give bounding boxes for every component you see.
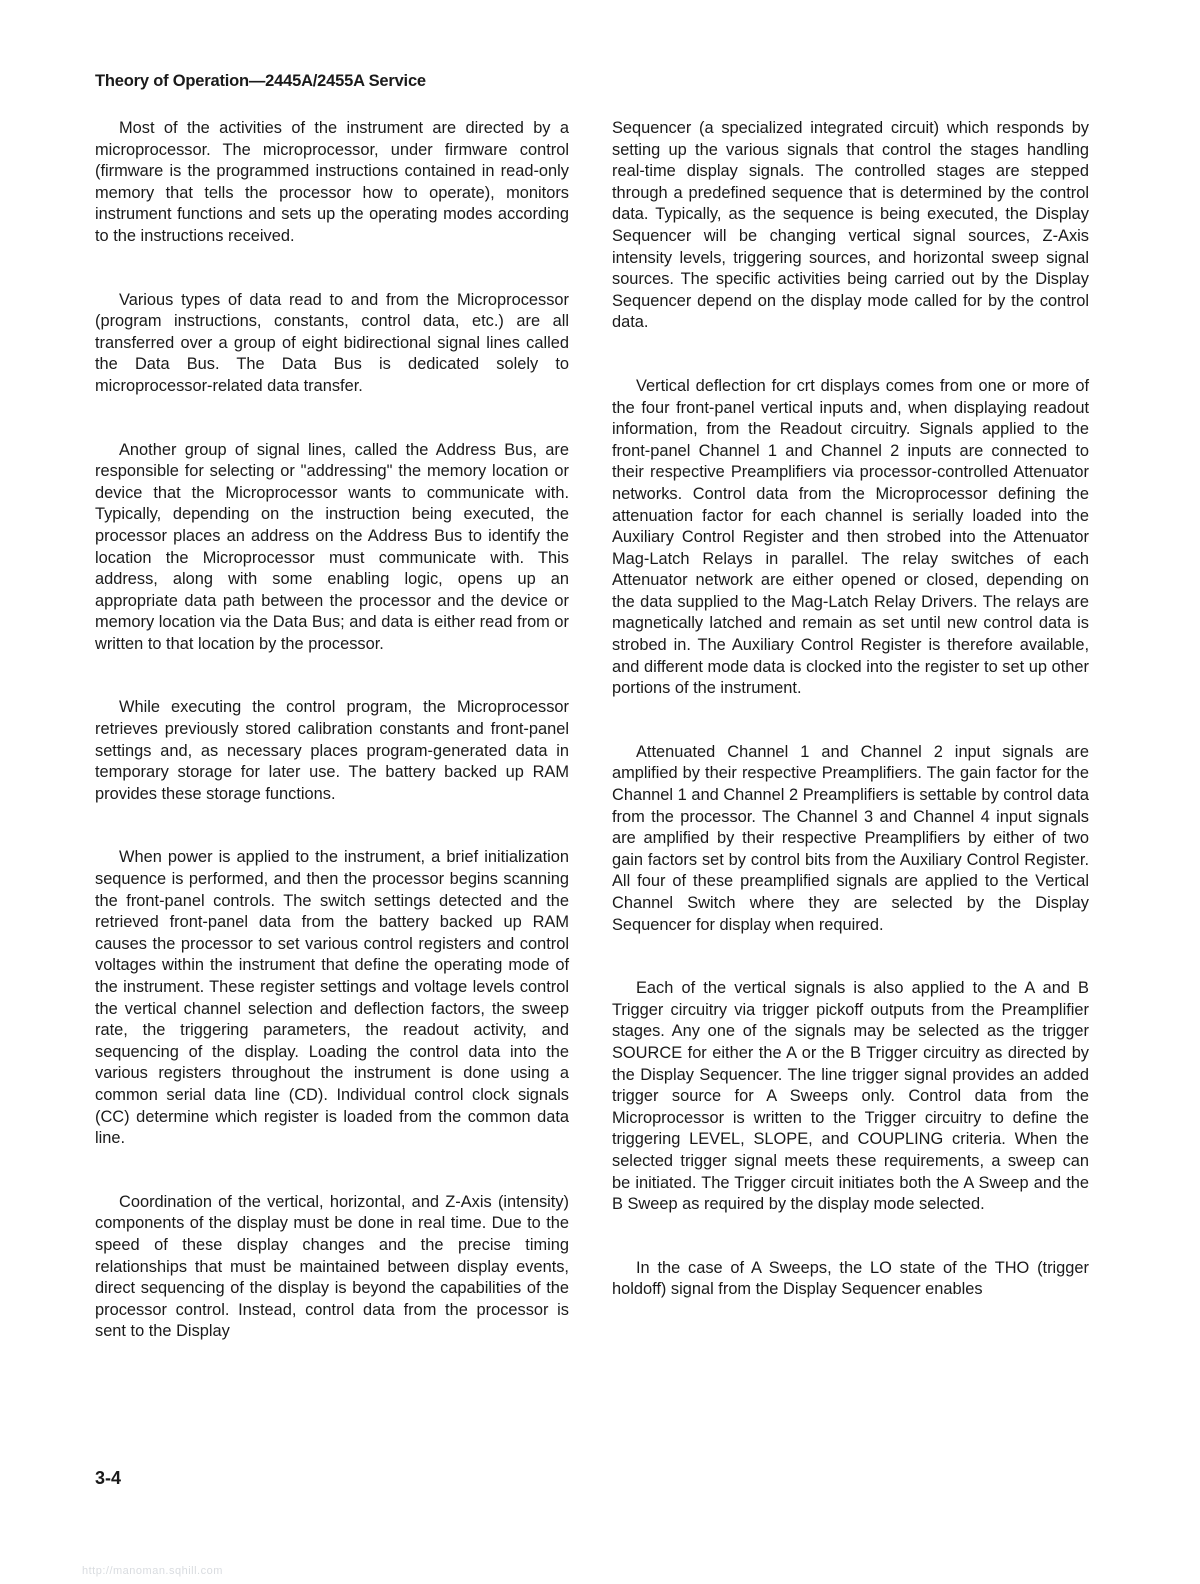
page-header: Theory of Operation—2445A/2455A Service — [95, 72, 426, 90]
watermark-url: http://manoman.sqhill.com — [82, 1565, 223, 1577]
page-number: 3-4 — [95, 1468, 122, 1488]
paragraph-address-bus: Another group of signal lines, called the Address Bus, are responsible for selecting or "addressing" the memory location or device that the Microprocessor wants to communicate with. Typically, depending on the instruction being executed, the processor places an address on the Address Bus to identify the location the Microprocessor must communicate with. This address, along with some enabling logic, opens up an appropriate data path between the processor and the device or memory location via the Data Bus; and data is either read from or written to that location by the processor. — [95, 440, 569, 653]
paragraph-attenuated-channels: Attenuated Channel 1 and Channel 2 input signals are amplified by their respective Preamplifiers. The gain factor for the Channel 1 and Channel 2 Preamplifiers is settable by control data from the processor. The Channel 3 and Channel 4 input signals are amplified by their respective Preamplifiers by either of two gain factors set by control bits from the Auxiliary Control Register. All four of these preamplified signals are applied to the Vertical Channel Switch where they are selected by the Display Sequencer for display when required. — [612, 742, 1089, 934]
paragraph-control-program: While executing the control program, the Microprocessor retrieves previously stored calibration constants and front-panel settings and, as necessary places program-generated data in temporary storage for later use. The battery backed up RAM provides these storage functions. — [95, 698, 569, 803]
paragraph-power-up: When power is applied to the instrument, a brief initialization sequence is performed, and then the processor begins scanning the front-panel controls. The switch settings detected and the retrieved front-panel data from the battery backed up RAM causes the processor to set various control registers and control voltages within the instrument that define the operating mode of the instrument. These register settings and voltage levels control the vertical channel selection and deflection factors, the sweep rate, the triggering parameters, the readout activity, and sequencing of the display. Loading the control data into the various registers throughout the instrument is done using a common serial data line (CD). Individual control clock signals (CC) determine which register is loaded from the common data line. — [95, 848, 569, 1148]
paragraph-display-sequencer: Sequencer (a specialized integrated circuit) which responds by setting up the various signals that control the stages handling real-time display signals. The controlled stages are stepped through a predefined sequence that is determined by the control data. Typically, as the sequence is being executed, the Display Sequencer will be changing vertical signal sources, Z-Axis intensity levels, triggering sources, and horizontal sweep signal sources. The specific activities being carried out by the Display Sequencer depend on the display mode called for by the control data. — [612, 119, 1089, 332]
paragraph-data-bus: Various types of data read to and from the Microprocessor (program instructions, constants, control data, etc.) are all transferred over a group of eight bidirectional signal lines called the Data Bus. The Data Bus is dedicated solely to microprocessor-related data transfer. — [95, 290, 569, 395]
right-column — [612, 118, 1089, 1343]
paragraph-trigger-circuitry: Each of the vertical signals is also applied to the A and B Trigger circuitry via trigger pickoff outputs from the Preamplifier stages. Any one of the signals may be selected as the trigger SOURCE for either the A or the B Trigger circuitry as directed by the Display Sequencer. The line trigger signal provides an added trigger source for A Sweeps only. Control data from the Microprocessor is written to the Trigger circuitry to define the triggering LEVEL, SLOPE, and COUPLING criteria. When the selected trigger signal meets these requirements, a sweep can be initiated. The Trigger circuit initiates both the A Sweep and the B Sweep as required by the display mode selected. — [612, 979, 1089, 1214]
paragraph-microprocessor-overview: Most of the activities of the instrument are directed by a microprocessor. The microprocessor, under firmware control (firmware is the programmed instructions contained in read-only memory that tells the processor how to operate), monitors instrument functions and sets up the operating modes according to the instructions received. — [95, 119, 569, 245]
left-column — [95, 118, 569, 1385]
paragraph-vertical-deflection: Vertical deflection for crt displays comes from one or more of the four front-panel vertical inputs and, when displaying readout information, from the Readout circuitry. Signals applied to the front-panel Channel 1 and Channel 2 inputs are connected to their respective Preamplifiers via processor-controlled Attenuator networks. Control data from the Microprocessor defining the attenuation factor for each channel is serially loaded into the Auxiliary Control Register and then strobed into the Attenuator Mag-Latch Relays in parallel. The relay switches of each Attenuator network are either opened or closed, depending on the data supplied to the Mag-Latch Relay Drivers. The relays are magnetically latched and remain as set until new control data is strobed in. The Auxiliary Control Register is therefore available, and different mode data is clocked into the register to set up other portions of the instrument. — [612, 376, 1089, 698]
paragraph-a-sweeps: In the case of A Sweeps, the LO state of the THO (trigger holdoff) signal from the Display Sequencer enables — [612, 1258, 1089, 1299]
paragraph-coordination: Coordination of the vertical, horizontal, and Z-Axis (intensity) components of the display must be done in real time. Due to the speed of these display changes and the precise timing relationships that must be maintained between display events, direct sequencing of the display is beyond the capabilities of the processor control. Instead, control data from the processor is sent to the Display — [95, 1192, 569, 1341]
